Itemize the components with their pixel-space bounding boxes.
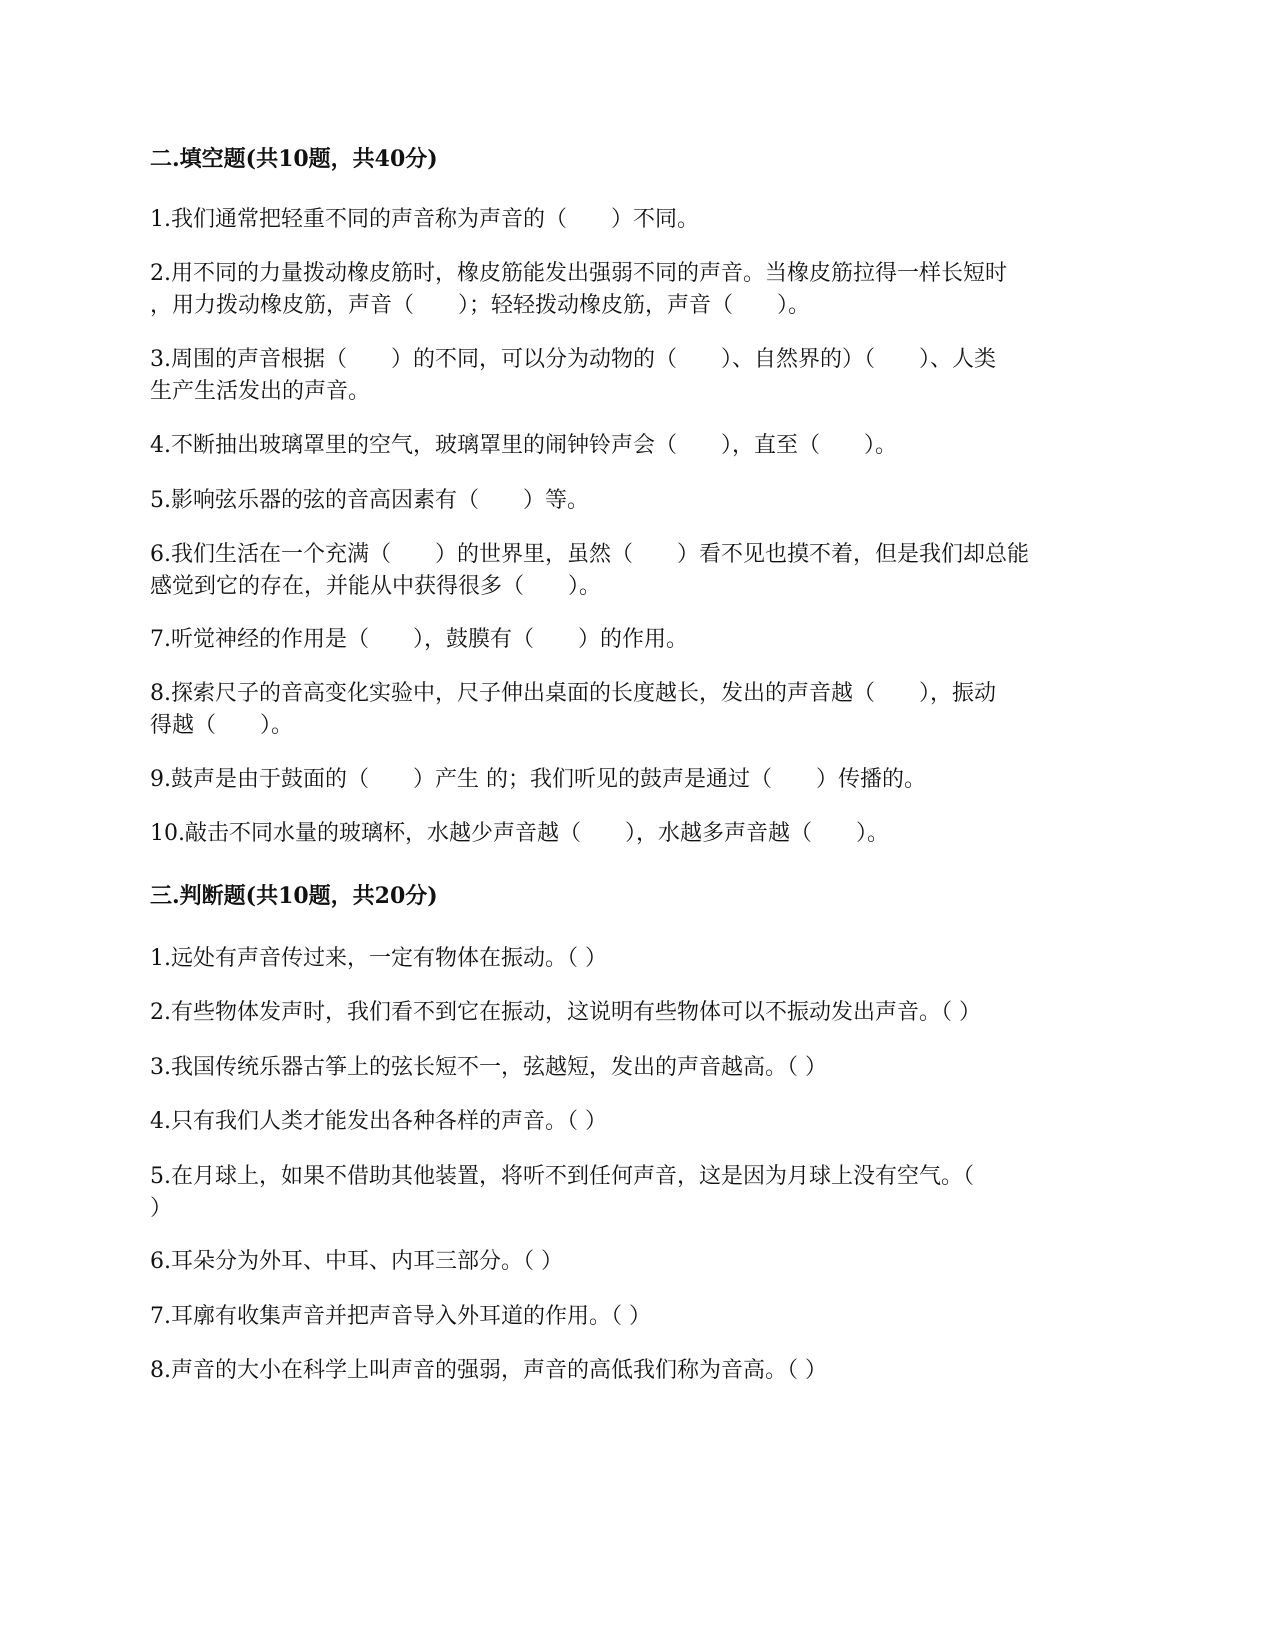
question-2-9 xyxy=(150,764,1118,796)
question-2-6 xyxy=(150,539,1118,603)
question-3-3 xyxy=(150,1052,1118,1084)
question-line: 5.在月球上，如果不借助其他装置，将听不到任何声音，这是因为月球上没有空气。（ xyxy=(150,1164,974,1189)
question-line: 1.远处有声音传过来，一定有物体在振动。（ ） xyxy=(150,946,607,971)
question-line: 4.只有我们人类才能发出各种各样的声音。（ ） xyxy=(150,1109,607,1134)
question-line: 感觉到它的存在，并能从中获得很多（ ）。 xyxy=(150,574,602,599)
question-line: 8.探索尺子的音高变化实验中，尺子伸出桌面的长度越长，发出的声音越（ ），振动 xyxy=(150,681,996,706)
question-line: 3.我国传统乐器古筝上的弦长短不一，弦越短，发出的声音越高。（ ） xyxy=(150,1055,827,1080)
question-line: ，用力拨动橡皮筋，声音（ ）；轻轻拨动橡皮筋，声音（ ）。 xyxy=(150,293,811,318)
question-line: 10.敲击不同水量的玻璃杯，水越少声音越（ ），水越多声音越（ ）。 xyxy=(150,821,889,846)
question-3-8 xyxy=(150,1355,1118,1387)
question-line: 8.声音的大小在科学上叫声音的强弱，声音的高低我们称为音高。（ ） xyxy=(150,1358,827,1383)
question-line: 7.听觉神经的作用是（ ），鼓膜有（ ）的作用。 xyxy=(150,627,688,652)
question-3-6 xyxy=(150,1246,1118,1278)
question-2-10 xyxy=(150,818,1118,850)
question-line: 2.有些物体发声时，我们看不到它在振动，这说明有些物体可以不振动发出声音。（ ） xyxy=(150,1000,981,1025)
question-line: 得越（ ）。 xyxy=(150,713,294,738)
question-2-3 xyxy=(150,344,1118,408)
question-2-5 xyxy=(150,485,1118,517)
question-line: 5.影响弦乐器的弦的音高因素有（ ）等。 xyxy=(150,488,589,513)
question-line: 生产生活发出的声音。 xyxy=(150,379,371,404)
question-line: 3.周围的声音根据（ ）的不同，可以分为动物的（ ）、自然界的）（ ）、人类 xyxy=(150,347,996,372)
question-2-7 xyxy=(150,624,1118,656)
section-title-fill-in: 二.填空题(共10题，共40分) xyxy=(150,146,438,172)
question-line: ） xyxy=(150,1196,173,1221)
question-2-1 xyxy=(150,204,1118,236)
question-line: 6.耳朵分为外耳、中耳、内耳三部分。（ ） xyxy=(150,1249,563,1274)
question-line: 6.我们生活在一个充满（ ）的世界里，虽然（ ）看不见也摸不着，但是我们却总能 xyxy=(150,542,1029,567)
question-line: 9.鼓声是由于鼓面的（ ）产生 的；我们听见的鼓声是通过（ ）传播的。 xyxy=(150,767,926,792)
question-3-1 xyxy=(150,943,1118,975)
question-3-5 xyxy=(150,1161,1118,1225)
question-2-2 xyxy=(150,258,1118,322)
question-line: 1.我们通常把轻重不同的声音称为声音的（ ）不同。 xyxy=(150,207,699,232)
question-3-7 xyxy=(150,1301,1118,1333)
question-3-2 xyxy=(150,997,1118,1029)
question-line: 4.不断抽出玻璃罩里的空气，玻璃罩里的闹钟铃声会（ ），直至（ ）。 xyxy=(150,433,897,458)
section-title-true-false: 三.判断题(共10题，共20分) xyxy=(150,883,438,909)
question-3-4 xyxy=(150,1106,1118,1138)
question-line: 2.用不同的力量拨动橡皮筋时，橡皮筋能发出强弱不同的声音。当橡皮筋拉得一样长短时 xyxy=(150,261,1007,286)
question-2-8 xyxy=(150,678,1118,742)
question-2-4 xyxy=(150,430,1118,462)
question-line: 7.耳廓有收集声音并把声音导入外耳道的作用。（ ） xyxy=(150,1304,651,1329)
